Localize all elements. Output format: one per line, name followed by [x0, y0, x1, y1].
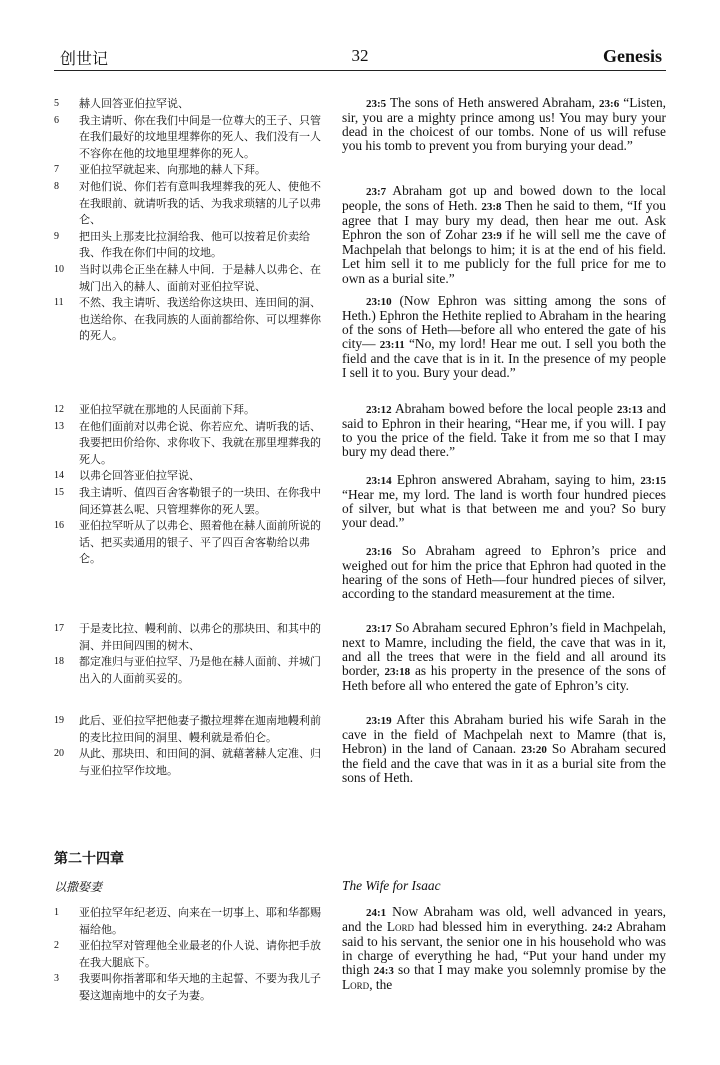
verse-number: 17	[54, 623, 64, 634]
zh-verse	[54, 96, 322, 113]
verse-ref: 23:12	[366, 404, 392, 416]
verse-text: 当时以弗仑正坐在赫人中间．于是赫人以弗仑、在城门出入的赫人、面前对亚伯拉罕说、	[79, 262, 321, 293]
page-header	[54, 44, 666, 68]
verse-ref: 23:11	[379, 339, 405, 352]
zh-verse	[54, 262, 322, 295]
verse-text: So Abraham agreed to Ephron’s price and weighed out for him the price that Ephron had quoted in the hearing of the sons of Heth—four hundred pieces of silver, according to the standard measurement at the time.	[342, 543, 666, 602]
verse-number: 13	[54, 420, 64, 432]
verse-ref: 23:17	[366, 623, 392, 635]
verse-ref: 23:9	[481, 230, 502, 243]
verse-text: 以弗仑回答亚伯拉罕说、	[79, 469, 200, 483]
en-paragraph	[342, 621, 666, 693]
verse-ref: 23:18	[384, 666, 411, 679]
zh-verse-block	[54, 402, 322, 568]
verse-number: 5	[54, 98, 59, 109]
verse-text: had blessed him in everything.	[414, 919, 593, 935]
verse-text: 亚伯拉罕对管理他全业最老的仆人说、请你把手放在我大腿底下。	[79, 939, 321, 969]
header-rule	[54, 70, 666, 71]
verse-ref: 24:3	[373, 965, 394, 978]
verse-number: 1	[54, 907, 59, 918]
en-paragraph-block	[342, 473, 666, 530]
zh-verse-block	[54, 713, 322, 779]
verse-number: 7	[54, 164, 59, 176]
verse-number: 16	[54, 520, 64, 532]
verse-text: 都定准归与亚伯拉罕、乃是他在赫人面前、并城门出入的人面前买妥的。	[79, 655, 321, 685]
en-paragraph-block	[342, 713, 666, 785]
verse-ref: 23:15	[640, 475, 666, 487]
verse-ref: 23:7	[366, 186, 387, 198]
zh-verse	[54, 229, 322, 262]
verse-ref: 23:16	[366, 546, 392, 558]
verse-text: So Abraham secured Ephron’s field in Machpelah, next to Mamre, including the field, the cave that was in it, and all the trees that were in the field and all around its border,	[342, 620, 666, 679]
verse-text: Ephron answered Abraham, saying to him,	[391, 472, 641, 487]
verse-ref: 24:1	[366, 907, 387, 919]
verse-text: The sons of Heth answered Abraham,	[386, 95, 600, 110]
verse-number: 2	[54, 940, 59, 952]
verse-text: “No, my lord! Hear me out. I sell you both the field and the cave that is in it. In the presence of my people I sell it to you. Bury your dead.”	[342, 336, 666, 381]
verse-text: 把田头上那麦比拉洞给我、他可以按着足价卖给我、作我在你们中间的坟地。	[79, 229, 310, 260]
verse-text: Abraham got up and bowed down to the local people, the sons of Heth.	[342, 183, 666, 214]
verse-text: Now Abraham was old, well advanced in years, and the	[342, 904, 666, 935]
zh-verse	[54, 905, 322, 938]
verse-text: 亚伯拉罕就起来、向那地的赫人下拜。	[79, 163, 266, 177]
verse-text: “Listen, sir, you are a mighty prince among us! You may bury your dead in the choicest of our tombs. None of us will refuse you his tomb to prevent you from burying your dead.”	[342, 95, 667, 154]
verse-number: 14	[54, 470, 64, 482]
zh-verse	[54, 654, 322, 687]
en-paragraph	[342, 402, 666, 459]
verse-text: Abraham said to his servant, the senior one in his household who was in charge of everything he had, “Put your hand under my thigh	[342, 919, 666, 978]
en-paragraph	[342, 473, 666, 530]
verse-text: (Now Ephron was sitting among the sons of Heth.) Ephron the Hethite replied to Abraham in the hearing of the sons of Heth—before all who entered the gate of his city—	[342, 293, 666, 352]
verse-text: 在他们面前对以弗仑说、你若应允、请听我的话、我要把田价给你、求你收下、我就在那里埋葬我的死人。	[79, 419, 321, 466]
verse-text: 此后、亚伯拉罕把他妻子撒拉埋葬在迦南地幔利前的麦比拉田间的洞里、幔利就是希伯仑。	[79, 714, 321, 744]
verse-number: 19	[54, 715, 64, 726]
verse-number: 3	[54, 973, 59, 985]
zh-verse	[54, 971, 322, 1004]
verse-text: 我主请听、你在我们中间是一位尊大的王子、只管在我们最好的坟地里埋葬你的死人、我们没有一人不容你在他的坟地里埋葬你的死人。	[79, 113, 321, 160]
en-paragraph	[342, 184, 666, 286]
verse-text: “Hear me, my lord. The land is worth four hundred pieces of silver, but what is that between me and you? So bury your dead.”	[342, 487, 666, 531]
zh-verse	[54, 468, 322, 485]
en-paragraph-block	[342, 544, 666, 601]
zh-verse	[54, 162, 322, 179]
zh-verse	[54, 713, 322, 746]
book-title-zh: 创世记	[60, 49, 109, 68]
en-paragraph	[342, 96, 666, 153]
verse-ref: 24:2	[592, 922, 613, 935]
verse-number: 15	[54, 486, 64, 498]
verse-number: 9	[54, 230, 59, 242]
en-paragraph	[342, 713, 666, 785]
verse-ref: 23:13	[616, 404, 643, 416]
zh-verse	[54, 746, 322, 779]
verse-ref: 23:8	[481, 201, 502, 214]
verse-text: 亚伯拉罕就在那地的人民面前下拜。	[79, 403, 255, 416]
verse-text: Then he said to them, “If you agree that I may bury my dead, then hear me out. Ask Ephron the son of Zohar	[342, 198, 666, 243]
zh-verse	[54, 485, 322, 518]
verse-text: , the	[369, 977, 393, 993]
verse-text: 我要叫你指著耶和华天地的主起誓、不要为我儿子娶这迦南地中的女子为妻。	[79, 972, 321, 1002]
verse-number: 18	[54, 656, 64, 668]
verse-ref: 23:19	[366, 715, 392, 727]
verse-number: 11	[54, 297, 64, 309]
verse-text: 我主请听、值四百舍客勒银子的一块田、在你我中间还算甚么呢、只管埋葬你的死人罢。	[79, 485, 321, 516]
divine-name: Lord	[342, 977, 370, 993]
section-heading-en: The Wife for Isaac	[342, 878, 441, 893]
book-title-en: Genesis	[602, 46, 662, 66]
en-paragraph-block	[342, 96, 666, 153]
en-paragraph	[342, 905, 666, 993]
verse-number: 20	[54, 748, 64, 760]
verse-number: 10	[54, 263, 64, 275]
zh-verse	[54, 179, 322, 229]
verse-text: 对他们说、你们若有意叫我埋葬我的死人、使他不在我眼前、就请听我的话、为我求琐辖的儿子以弗仑、	[79, 179, 321, 227]
verse-number: 8	[54, 180, 59, 192]
section-heading-zh: 以撒娶妻	[54, 880, 103, 894]
verse-text: so that I may make you solemnly promise by the	[393, 962, 667, 978]
verse-ref: 23:6	[599, 98, 620, 110]
zh-verse-block	[54, 96, 322, 345]
en-paragraph	[342, 544, 666, 601]
chapter-heading: 第二十四章	[54, 851, 124, 867]
en-paragraph-block	[342, 184, 666, 286]
divine-name: Lord	[386, 919, 415, 935]
verse-ref: 23:14	[366, 475, 392, 487]
verse-text: and said to Ephron in their hearing, “Hear me, if you will. I pay to you the price of the field. Take it from me so that I may bury my dead there.”	[342, 401, 666, 460]
verse-ref: 23:5	[366, 98, 387, 110]
verse-text: 于是麦比拉、幔利前、以弗仑的那块田、和其中的洞、并田间四围的树木、	[79, 622, 321, 652]
verse-text: So Abraham secured the field and the cave that was in it as a burial site from the sons of Heth.	[342, 741, 666, 786]
verse-text: 从此、那块田、和田间的洞、就藉著赫人定准、归与亚伯拉罕作坟地。	[79, 747, 321, 777]
zh-verse	[54, 113, 322, 163]
verse-text: After this Abraham buried his wife Sarah in the cave in the field of Machpelah next to Mamre (that is, Hebron) in the land of Canaan.	[342, 712, 666, 757]
zh-verse	[54, 402, 322, 419]
verse-number: 6	[54, 114, 59, 126]
zh-verse	[54, 419, 322, 469]
verse-text: 赫人回答亚伯拉罕说、	[79, 97, 189, 110]
en-paragraph	[342, 294, 666, 381]
verse-text: 亚伯拉罕听从了以弗仑、照着他在赫人面前所说的话、把买卖通用的银子、平了四百舍客勒给以弗仑。	[79, 519, 321, 566]
verse-ref: 23:10	[366, 296, 392, 308]
zh-verse-block	[54, 905, 322, 1005]
en-paragraph-block	[342, 294, 666, 381]
verse-number: 12	[54, 404, 64, 415]
zh-verse	[54, 518, 322, 568]
en-paragraph-block	[342, 402, 666, 459]
en-paragraph-block	[342, 905, 666, 993]
verse-text: 不然、我主请听、我送给你这块田、连田间的洞、也送给你、在我同族的人面前都给你、可以埋葬你的死人。	[79, 296, 321, 343]
zh-verse	[54, 621, 322, 654]
page-number: 32	[351, 46, 369, 65]
zh-verse	[54, 295, 322, 345]
zh-verse-block	[54, 621, 322, 687]
verse-text: as his property in the presence of the sons of Heth before all who entered the gate of Ephron’s city.	[342, 663, 666, 694]
verse-text: Abraham bowed before the local people	[391, 401, 617, 416]
en-paragraph-block	[342, 621, 666, 693]
zh-verse	[54, 938, 322, 971]
verse-ref: 23:20	[521, 744, 547, 757]
verse-text: 亚伯拉罕年纪老迈、向来在一切事上、耶和华都赐福给他。	[79, 906, 321, 936]
verse-text: if he will sell me the cave of Machpelah that belongs to him; it is at the end of his field. Let him sell it to me publicly for the full price for me to own as a burial site.”	[342, 227, 666, 286]
